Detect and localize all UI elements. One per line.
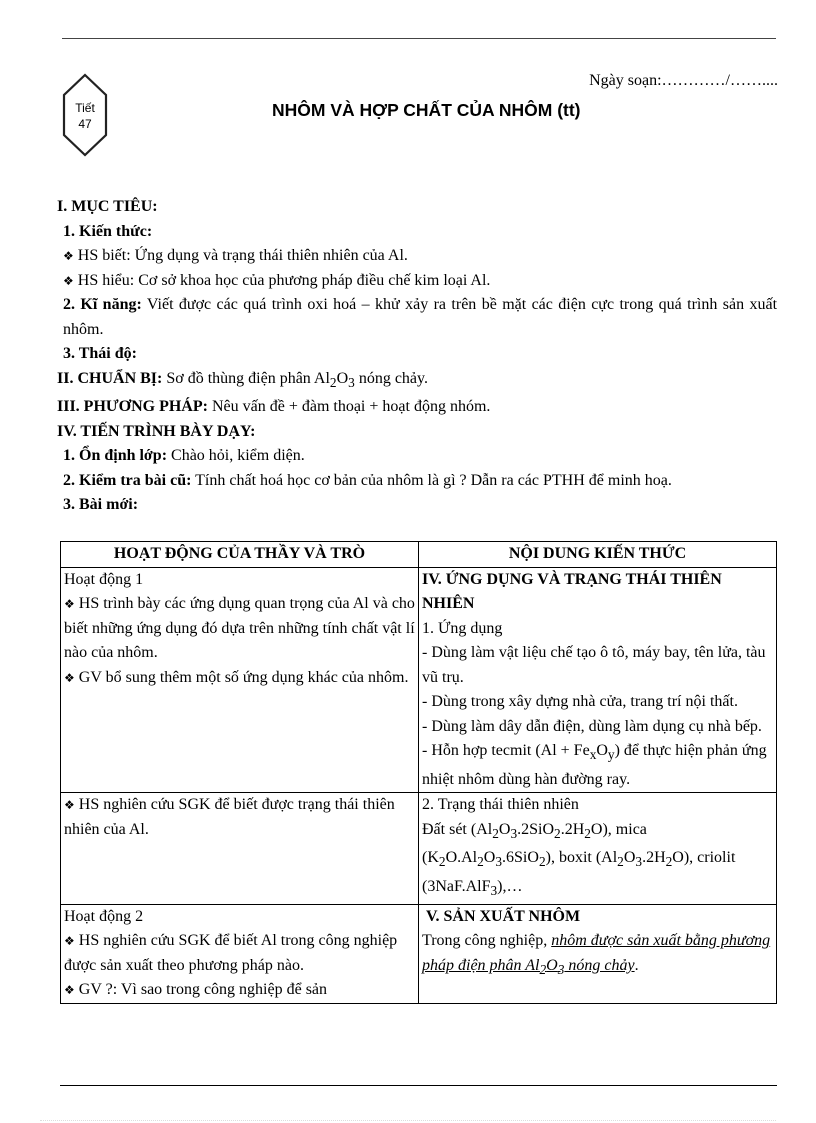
activity-item: HS trình bày các ứng dụng quan trọng của Al và cho biết những ứng dụng đó dựa trên những tính chất vật lí nào của nhôm.: [64, 595, 415, 661]
activity-title: Hoạt động 2: [64, 907, 144, 925]
content-subheading: 1. Ứng dụng: [422, 619, 503, 637]
badge-number: 47: [78, 117, 92, 131]
skill-label: 2. Kĩ năng:: [63, 296, 142, 313]
stable-label: 1. Ổn định lớp:: [63, 447, 168, 465]
activity-item: HS nghiên cứu SGK để biết được trạng thái thiên nhiên của Al.: [64, 796, 395, 838]
diamond-bullet-icon: ❖: [64, 798, 75, 813]
skill-text: Viết được các quá trình oxi hoá – khử xảy ra trên bề mặt các điện cực trong quá trình sản xuất nhôm.: [63, 296, 778, 338]
preparation-label: II. CHUẨN BỊ:: [57, 369, 163, 387]
table-row: [61, 793, 777, 905]
diamond-bullet-icon: ❖: [63, 273, 74, 288]
content-subheading: 2. Trạng thái thiên nhiên: [422, 796, 579, 814]
activity-title: Hoạt động 1: [64, 570, 144, 588]
lesson-body: [57, 195, 777, 518]
table-header-row: [61, 542, 777, 568]
bottom-rule: [60, 1085, 777, 1086]
badge-text: [62, 100, 108, 132]
content-item: - Dùng làm vật liệu chế tạo ô tô, máy bay, tên lửa, tàu vũ trụ.: [422, 644, 766, 686]
content-item: - Dùng trong xây dựng nhà cửa, trang trí nội thất.: [422, 693, 738, 710]
new-lesson-label: 3. Bài mới:: [63, 496, 139, 514]
knowledge-label: 1. Kiến thức:: [63, 222, 153, 240]
lesson-badge: [62, 73, 108, 157]
preparation-text: Sơ đồ thùng điện phân $Al_2O_3$ nóng chảy.: [166, 369, 428, 390]
stable-text: Chào hỏi, kiểm diện.: [171, 447, 305, 465]
attitude-label: 3. Thái độ:: [63, 345, 137, 362]
content-heading: V. SẢN XUẤT NHÔM: [426, 907, 581, 925]
procedure-heading: IV. TIẾN TRÌNH BÀY DẠY:: [57, 422, 256, 440]
activity-item: HS nghiên cứu SGK để biết Al trong công nghiệp được sản xuất theo phương pháp nào.: [64, 932, 398, 974]
table-row: [61, 567, 777, 793]
content-cell: [419, 904, 777, 1003]
content-cell: [419, 793, 777, 905]
check-label: 2. Kiểm tra bài cũ:: [63, 471, 192, 489]
method-text: Nêu vấn đề + đàm thoại + hoạt động nhóm.: [211, 398, 491, 416]
diamond-bullet-icon: ❖: [63, 249, 74, 263]
knowledge-item: HS biết: Ứng dụng và trạng thái thiên nhiên của Al.: [77, 247, 408, 264]
activity-cell: [61, 567, 419, 793]
content-item: Đất sét $(Al_2O_3.2SiO_2.2H_2O)$, mica $(K_2O.Al_2O_3.6SiO_2)$, boxit $(Al_2O_3.2H_2O)$, criolit (3NaF.AlF$_3$),…: [422, 820, 736, 899]
activity-item: GV bổ sung thêm một số ứng dụng khác của nhôm.: [78, 668, 409, 686]
badge-label: Tiết: [75, 101, 95, 115]
lesson-table: [60, 541, 777, 1004]
check-text: Tính chất hoá học cơ bản của nhôm là gì ? Dẫn ra các PTHH để minh hoạ.: [195, 471, 672, 489]
section-objectives-heading: I. MỤC TIÊU:: [57, 198, 158, 215]
knowledge-item: HS hiểu: Cơ sở khoa học của phương pháp điều chế kim loại Al.: [77, 271, 491, 289]
table-row: [61, 904, 777, 1003]
page-title: NHÔM VÀ HỢP CHẤT CỦA NHÔM (tt): [272, 100, 581, 120]
activity-cell: [61, 904, 419, 1003]
method-label: III. PHƯƠNG PHÁP:: [57, 398, 208, 416]
content-item: Trong công nghiệp, nhôm được sản xuất bằng phương pháp điện phân $Al_2O_3$ nóng chảy.: [422, 932, 771, 977]
top-rule: [62, 38, 776, 39]
activity-cell: [61, 793, 419, 905]
column-header-content: NỘI DUNG KIẾN THỨC: [419, 542, 777, 568]
date-line: Ngày soạn:…………/……....: [589, 72, 778, 89]
content-cell: [419, 567, 777, 793]
page-edge: [40, 1120, 776, 1121]
diamond-bullet-icon: ❖: [64, 983, 75, 998]
diamond-bullet-icon: ❖: [64, 597, 75, 611]
diamond-bullet-icon: ❖: [64, 670, 75, 685]
content-item: - Hỗn hợp tecmit $(Al + Fe_xO_y)$ để thực hiện phản ứng nhiệt nhôm dùng hàn đường ray.: [422, 742, 767, 788]
diamond-bullet-icon: ❖: [64, 934, 75, 949]
content-item: - Dùng làm dây dẫn điện, dùng làm dụng cụ nhà bếp.: [422, 717, 762, 735]
content-heading: IV. ỨNG DỤNG VÀ TRẠNG THÁI THIÊN NHIÊN: [422, 570, 722, 612]
activity-item: GV ?: Vì sao trong công nghiệp để sản: [78, 981, 328, 999]
column-header-activities: HOẠT ĐỘNG CỦA THẦY VÀ TRÒ: [61, 542, 419, 568]
